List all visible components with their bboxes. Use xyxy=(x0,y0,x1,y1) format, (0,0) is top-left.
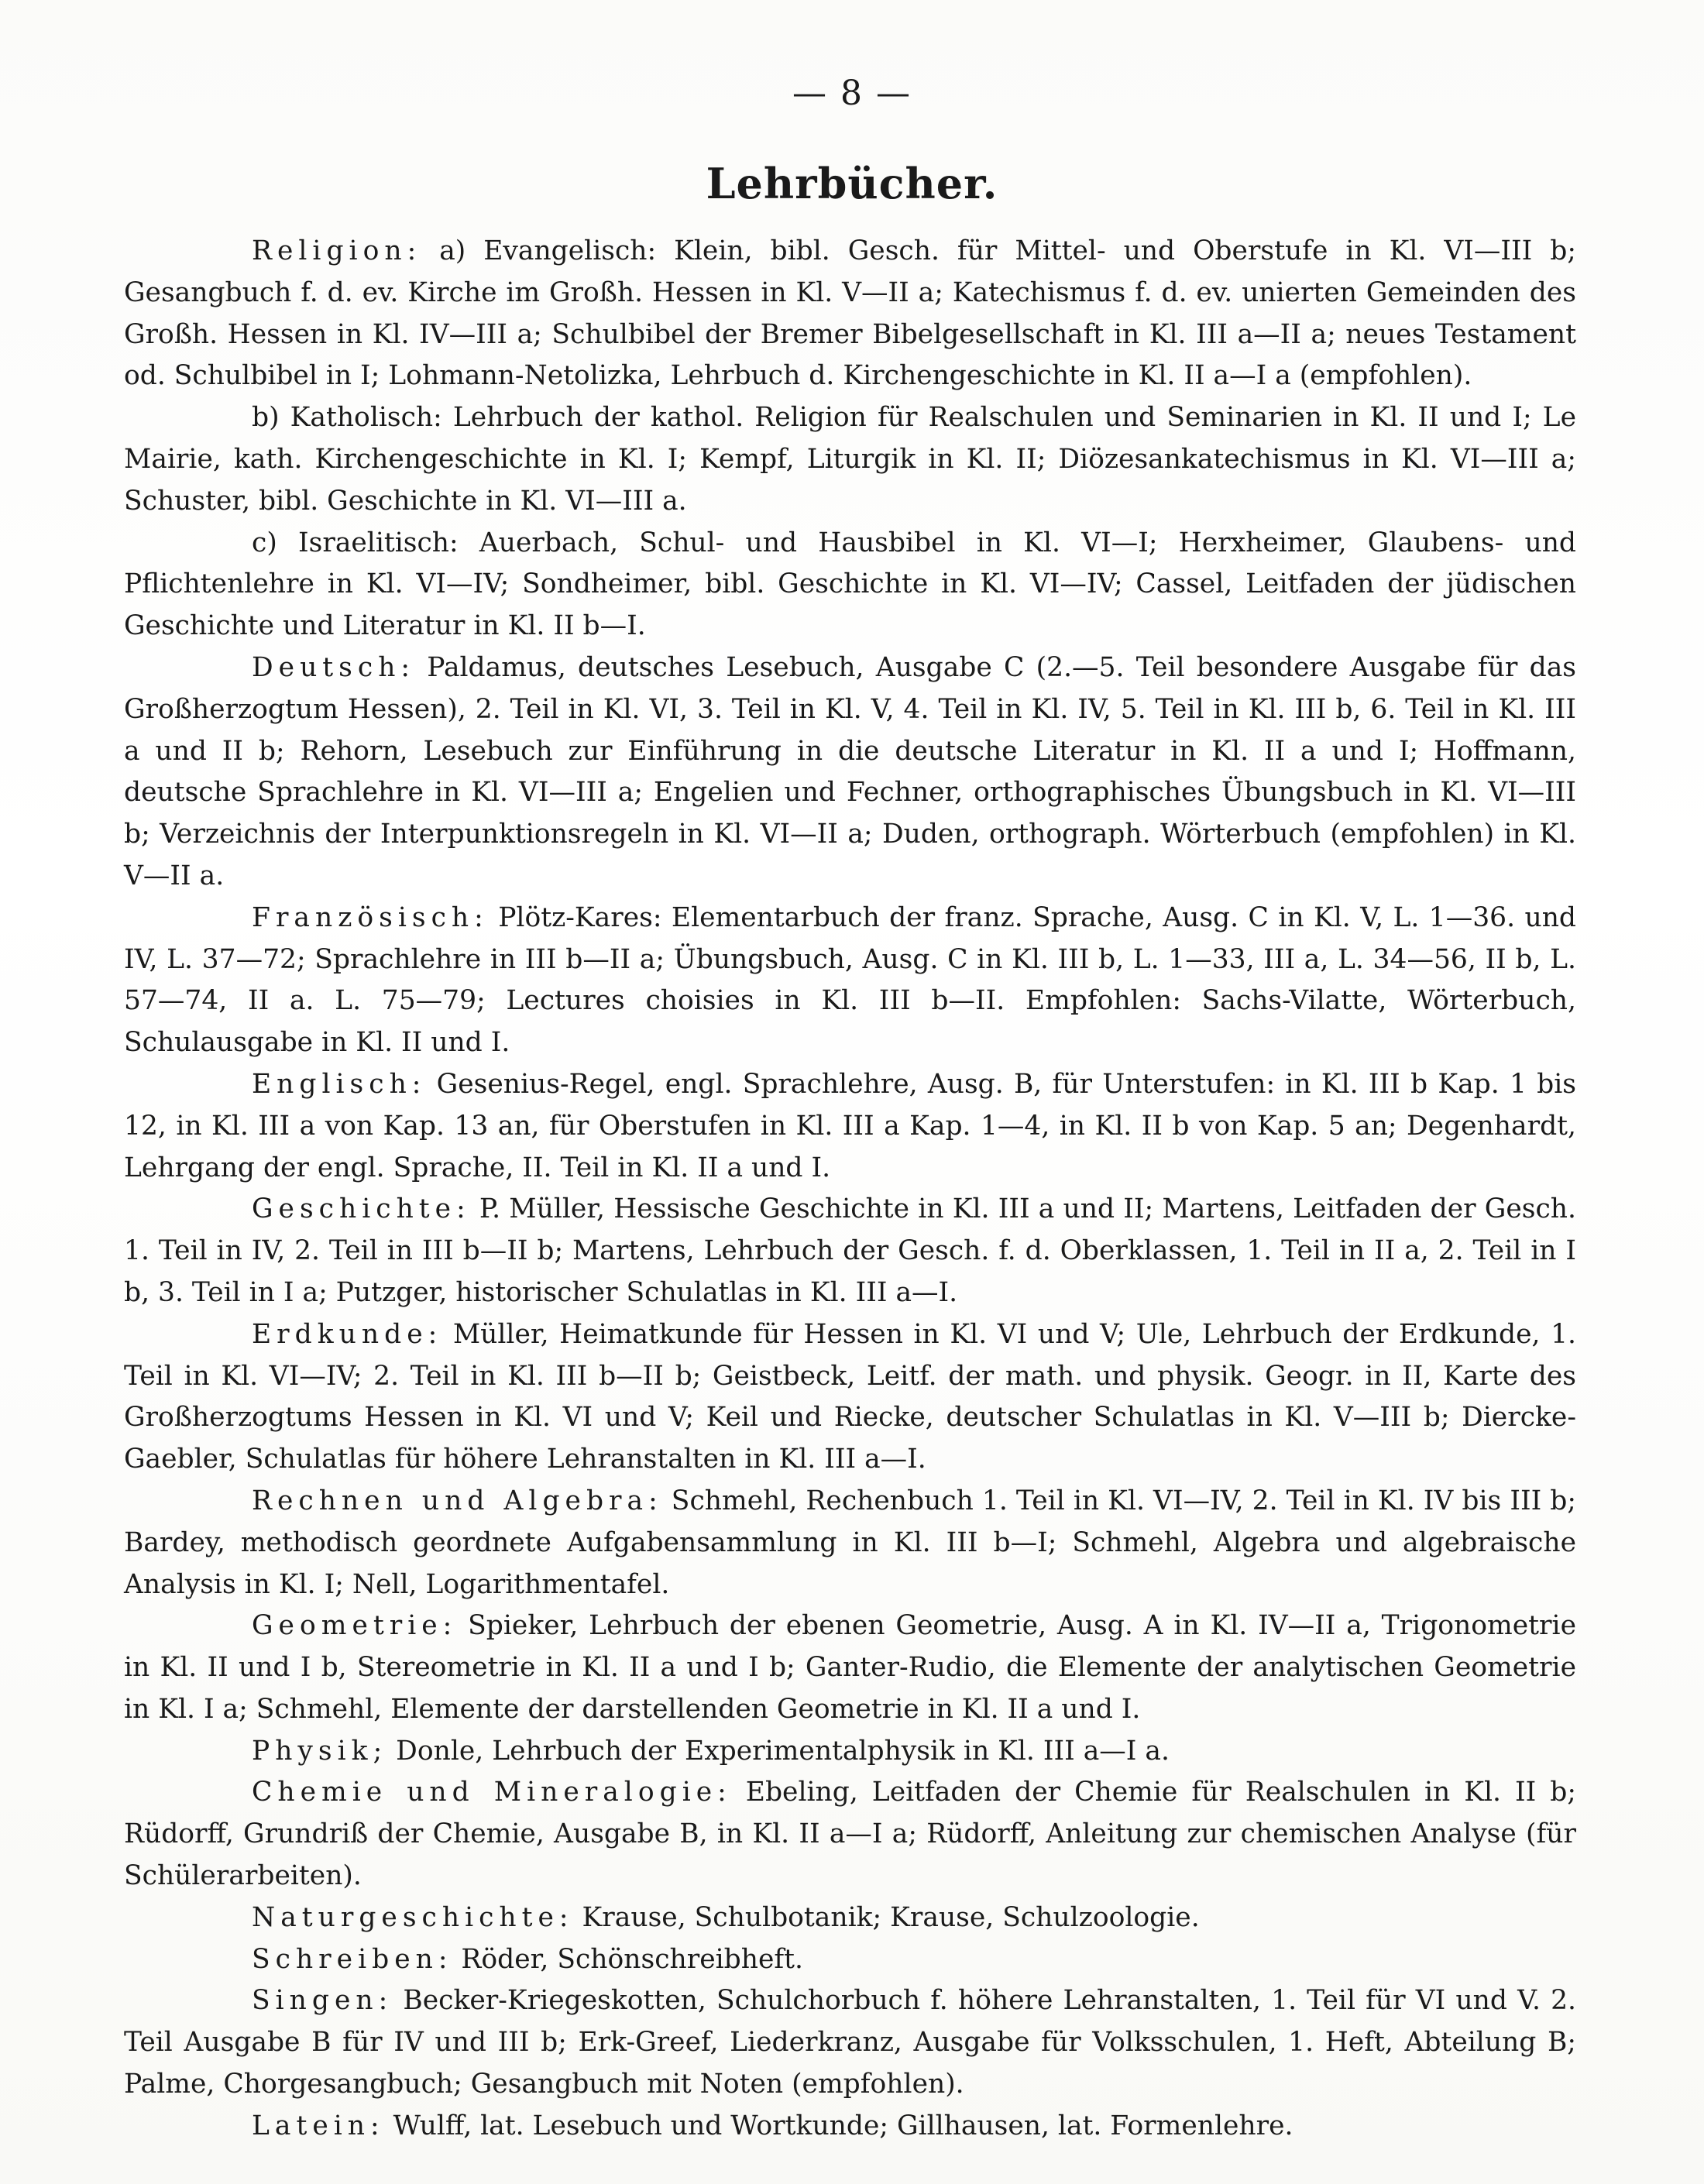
section-heading: Chemie und Mineralogie: xyxy=(252,1777,732,1808)
paragraph-text: Röder, Schönschreibheft. xyxy=(452,1943,803,1975)
paragraph-text: Paldamus, deutsches Lesebuch, Ausgabe C (2.—5. Teil besondere Ausgabe für das Großherzogtum Hessen), 2. Teil in Kl. VI, 3. Teil in Kl. V, 4. Teil in Kl. IV, 5. Teil in Kl. III b, 6. Teil in Kl. III a und II b; Rehorn, Lesebuch zur Einführung in die deutsche Literatur in Kl. II a und I; Hoffmann, deutsche Sprachlehre in Kl. VI—III a; Engelien und Fechner, orthographisches Übungsbuch in Kl. VI—III b; Verzeichnis der Interpunktionsregeln in Kl. VI—II a; Duden, orthograph. Wörterbuch (empfohlen) in Kl. V—II a. xyxy=(124,651,1576,891)
section-heading: Latein: xyxy=(252,2110,385,2141)
section-heading: Religion: xyxy=(252,235,422,266)
paragraph-rechnen-algebra xyxy=(124,1481,1576,1605)
paragraph-text: Donle, Lehrbuch der Experimentalphysik in Kl. III a—I a. xyxy=(387,1735,1170,1767)
paragraph-geschichte xyxy=(124,1189,1576,1313)
paragraph-text: Müller, Heimatkunde für Hessen in Kl. VI und V; Ule, Lehrbuch der Erdkunde, 1. Teil in Kl. VI—IV; 2. Teil in Kl. III b—II b; Geistbeck, Leitf. der math. und physik. Geogr. in II, Karte des Großherzogtums Hessen in Kl. VI und V; Keil und Riecke, deutscher Schulatlas in Kl. V—III b; Diercke-Gaebler, Schulatlas für höhere Lehranstalten in Kl. III a—I. xyxy=(124,1318,1576,1475)
section-heading: Geschichte: xyxy=(252,1193,471,1225)
paragraph-text: Wulff, lat. Lesebuch und Wortkunde; Gillhausen, lat. Formenlehre. xyxy=(384,2110,1293,2141)
section-heading: Französisch: xyxy=(252,901,489,933)
paragraph-latein xyxy=(124,2106,1576,2148)
paragraph-text: Spieker, Lehrbuch der ebenen Geometrie, Ausg. A in Kl. IV—II a, Trigonometrie in Kl. II und I b, Stereometrie in Kl. II a und I b; Ganter-Rudio, die Elemente der analytischen Geometrie in Kl. I a; Schmehl, Elemente der darstellenden Geometrie in Kl. II a und I. xyxy=(124,1610,1576,1725)
paragraph-englisch xyxy=(124,1064,1576,1189)
page-title: Lehrbücher. xyxy=(706,159,998,208)
paragraph-text: c) Israelitisch: Auerbach, Schul- und Hausbibel in Kl. VI—I; Herxheimer, Glaubens- und Pflichtenlehre in Kl. VI—IV; Sondheimer, bibl. Geschichte in Kl. VI—IV; Cassel, Leitfaden der jüdischen Geschichte und Literatur in Kl. II b—I. xyxy=(124,527,1576,642)
paragraph-text: P. Müller, Hessische Geschichte in Kl. III a und II; Martens, Leitfaden der Gesch. 1. Teil in IV, 2. Teil in III b—II b; Martens, Lehrbuch der Gesch. f. d. Oberklassen, 1. Teil in II a, 2. Teil in I b, 3. Teil in I a; Putzger, historischer Schulatlas in Kl. III a—I. xyxy=(124,1193,1576,1308)
paragraph-text: Krause, Schulbotanik; Krause, Schulzoologie. xyxy=(573,1901,1200,1933)
paragraph-text: b) Katholisch: Lehrbuch der kathol. Religion für Realschulen und Seminarien in Kl. II und I; Le Mairie, kath. Kirchengeschichte in Kl. I; Kempf, Liturgik in Kl. II; Diözesankatechismus in Kl. VI—III a; Schuster, bibl. Geschichte in Kl. VI—III a. xyxy=(124,402,1576,517)
paragraph-religion-katholisch xyxy=(124,397,1576,522)
paragraph-text: Ebeling, Leitfaden der Chemie für Realschulen in Kl. II b; Rüdorff, Grundriß der Chemie, Ausgabe B, in Kl. II a—I a; Rüdorff, Anleitung zur chemischen Analyse (für Schülerarbeiten). xyxy=(124,1777,1576,1892)
paragraph-naturgeschichte xyxy=(124,1897,1576,1939)
paragraph-erdkunde xyxy=(124,1314,1576,1481)
paragraph-religion-evangelisch xyxy=(124,231,1576,397)
paragraph-schreiben xyxy=(124,1939,1576,1981)
section-heading: Physik; xyxy=(252,1735,388,1767)
paragraph-chemie-mineralogie xyxy=(124,1772,1576,1897)
paragraph-text: Schmehl, Rechenbuch 1. Teil in Kl. VI—IV, 2. Teil in Kl. IV bis III b; Bardey, methodisch geordnete Aufgabensammlung in Kl. III b—I; Schmehl, Algebra und algebraische Analysis in Kl. I; Nell, Logarithmentafel. xyxy=(124,1485,1576,1600)
section-heading: Erdkunde: xyxy=(252,1318,443,1350)
section-heading: Rechnen und Algebra: xyxy=(252,1485,663,1516)
page-number: — 8 — xyxy=(792,74,912,113)
paragraph-religion-israelitisch xyxy=(124,523,1576,647)
paragraph-text: Gesenius-Regel, engl. Sprachlehre, Ausg. B, für Unterstufen: in Kl. III b Kap. 1 bis 12, in Kl. III a von Kap. 13 an, für Oberstufen in Kl. III a Kap. 1—4, in Kl. II b von Kap. 5 an; Degenhardt, Lehrgang der engl. Sprache, II. Teil in Kl. II a und I. xyxy=(124,1068,1576,1183)
paragraph-geometrie xyxy=(124,1605,1576,1730)
paragraph-text: Becker-Kriegeskotten, Schulchorbuch f. höhere Lehranstalten, 1. Teil für VI und V. 2. Teil Ausgabe B für IV und III b; Erk-Greef, Liederkranz, Ausgabe für Volksschulen, 1. Heft, Abteilung B; Palme, Chorgesangbuch; Gesangbuch mit Noten (empfohlen). xyxy=(124,1985,1576,2100)
section-heading: Schreiben: xyxy=(252,1943,453,1975)
section-heading: Deutsch: xyxy=(252,651,416,683)
section-heading: Geometrie: xyxy=(252,1610,458,1642)
paragraph-singen xyxy=(124,1980,1576,2105)
document-body xyxy=(124,231,1576,2148)
paragraph-franzoesisch xyxy=(124,898,1576,1064)
section-heading: Singen: xyxy=(252,1985,393,2017)
paragraph-deutsch xyxy=(124,647,1576,898)
section-heading: Englisch: xyxy=(252,1068,427,1100)
paragraph-physik xyxy=(124,1731,1576,1773)
paragraph-text: Plötz-Kares: Elementarbuch der franz. Sprache, Ausg. C in Kl. V, L. 1—36. und IV, L. 37—72; Sprachlehre in III b—II a; Übungsbuch, Ausg. C in Kl. III b, L. 1—33, III a, L. 34—56, II b, L. 57—74, II a. L. 75—79; Lectures choisies in Kl. III b—II. Empfohlen: Sachs-Vilatte, Wörterbuch, Schulausgabe in Kl. II und I. xyxy=(124,901,1576,1059)
paragraph-text: a) Evangelisch: Klein, bibl. Gesch. für Mittel- und Oberstufe in Kl. VI—III b; Gesangbuch f. d. ev. Kirche im Großh. Hessen in Kl. V—II a; Katechismus f. d. ev. unierten Gemeinden des Großh. Hessen in Kl. IV—III a; Schulbibel der Bremer Bibelgesellschaft in Kl. III a—II a; neues Testament od. Schulbibel in I; Lohmann-Netolizka, Lehrbuch d. Kirchengeschichte in Kl. II a—I a (empfohlen). xyxy=(124,235,1576,392)
section-heading: Naturgeschichte: xyxy=(252,1901,574,1933)
